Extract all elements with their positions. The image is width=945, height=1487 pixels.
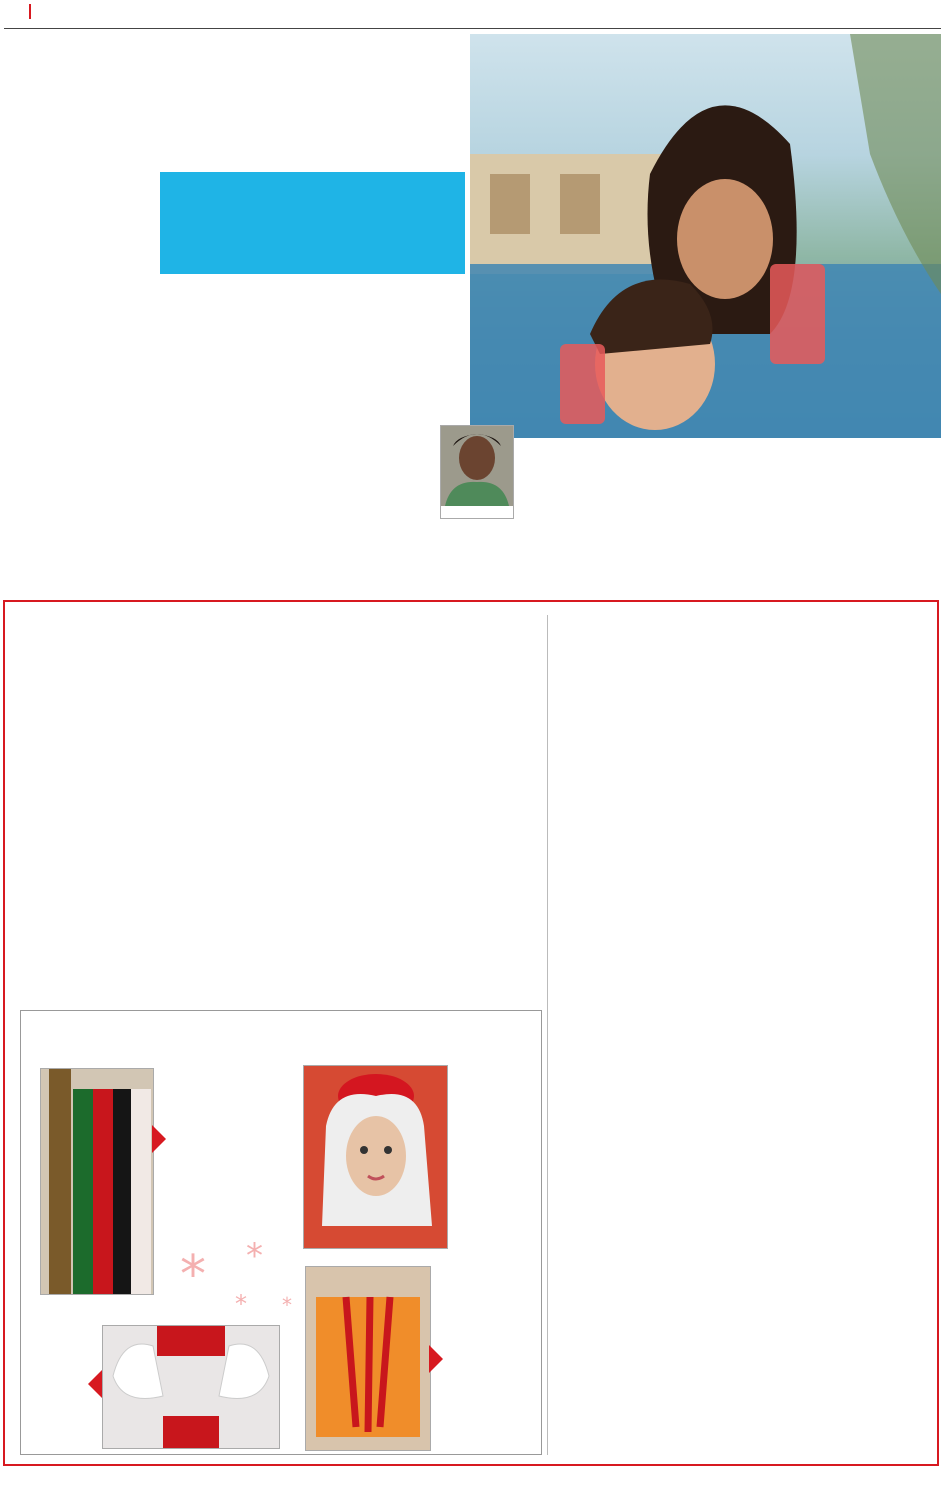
snowflake-decoration: *	[282, 1293, 292, 1317]
story1-col4	[518, 440, 628, 442]
skirt-illustration	[306, 1267, 430, 1450]
wings-photo	[102, 1325, 280, 1449]
wings-illustration	[103, 1326, 279, 1448]
fur-stole-illustration	[41, 1069, 153, 1294]
wig-illustration	[304, 1066, 447, 1248]
hawaiian-skirt-photo	[305, 1266, 431, 1451]
story1-col5	[636, 440, 786, 442]
sidebar-divider	[547, 615, 548, 1455]
snowflake-decoration: *	[246, 1236, 263, 1276]
callout-arrow	[429, 1345, 443, 1373]
inset-caption	[441, 506, 513, 518]
story1-col6	[792, 440, 942, 442]
story1-col2	[160, 293, 312, 295]
masthead-rule	[4, 28, 941, 29]
snowflake-decoration: *	[235, 1290, 247, 1318]
photo-illustration	[470, 34, 941, 438]
story1-col3	[316, 293, 468, 295]
indira-patel-photo	[440, 425, 514, 519]
wig-photo	[303, 1065, 448, 1249]
snowflake-decoration: *	[180, 1245, 206, 1305]
masthead-divider	[29, 4, 31, 19]
fur-stole-photo	[40, 1068, 154, 1295]
story1-col1	[3, 472, 155, 474]
callout-arrow	[88, 1370, 102, 1398]
mother-daughter-photo	[470, 34, 941, 438]
story1-headline-alone	[160, 172, 465, 274]
callout-arrow	[152, 1125, 166, 1153]
portrait-illustration	[441, 426, 513, 506]
